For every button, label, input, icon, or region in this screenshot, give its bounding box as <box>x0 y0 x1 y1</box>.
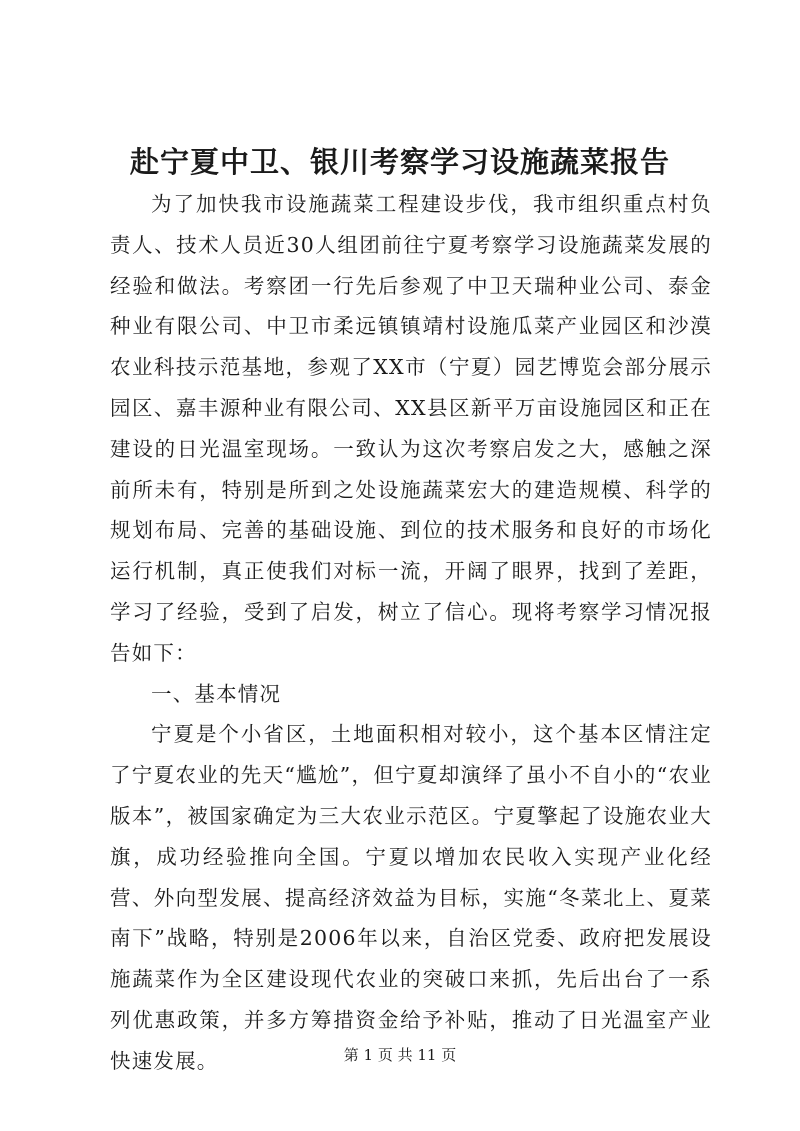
basic-situation-paragraph: 宁夏是个小省区，土地面积相对较小，这个基本区情注定了宁夏农业的先天“尴尬”，但宁夏却演绎了虽小不自小的“农业版本”，被国家确定为三大农业示范区。宁夏擎起了设施农业大旗，成功经验推向全国。宁夏以增加农民收入实现产业化经营、外向型发展、提高经济效益为目标，实施“冬菜北上、夏菜南下”战略，特别是2006年以来，自治区党委、政府把发展设施蔬菜作为全区建设现代农业的突破口来抓，先后出台了一系列优惠政策，并多方筹措资金给予补贴，推动了日光温室产业快速发展。 <box>110 722 712 1073</box>
page-number-footer: 第 1 页 共 11 页 <box>343 1046 457 1064</box>
intro-paragraph: 为了加快我市设施蔬菜工程建设步伐，我市组织重点村负责人、技术人员近30人组团前往宁夏考察学习设施蔬菜发展的经验和做法。考察团一行先后参观了中卫天瑞种业公司、泰金种业有限公司、中卫市柔远镇镇靖村设施瓜菜产业园区和沙漠农业科技示范基地，参观了XX市（宁夏）园艺博览会部分展示园区、嘉丰源种业有限公司、XX县区新平万亩设施园区和正在建设的日光温室现场。一致认为这次考察启发之大，感触之深前所未有，特别是所到之处设施蔬菜宏大的建造规模、科学的规划布局、完善的基础设施、到位的技术服务和良好的市场化运行机制，真正使我们对标一流，开阔了眼界，找到了差距，学习了经验，受到了启发，树立了信心。现将考察学习情况报告如下： <box>110 192 712 665</box>
section-heading: 一、基本情况 <box>151 681 282 706</box>
page-title: 赴宁夏中卫、银川考察学习设施蔬菜报告 <box>129 145 670 179</box>
document-body <box>110 184 712 1082</box>
